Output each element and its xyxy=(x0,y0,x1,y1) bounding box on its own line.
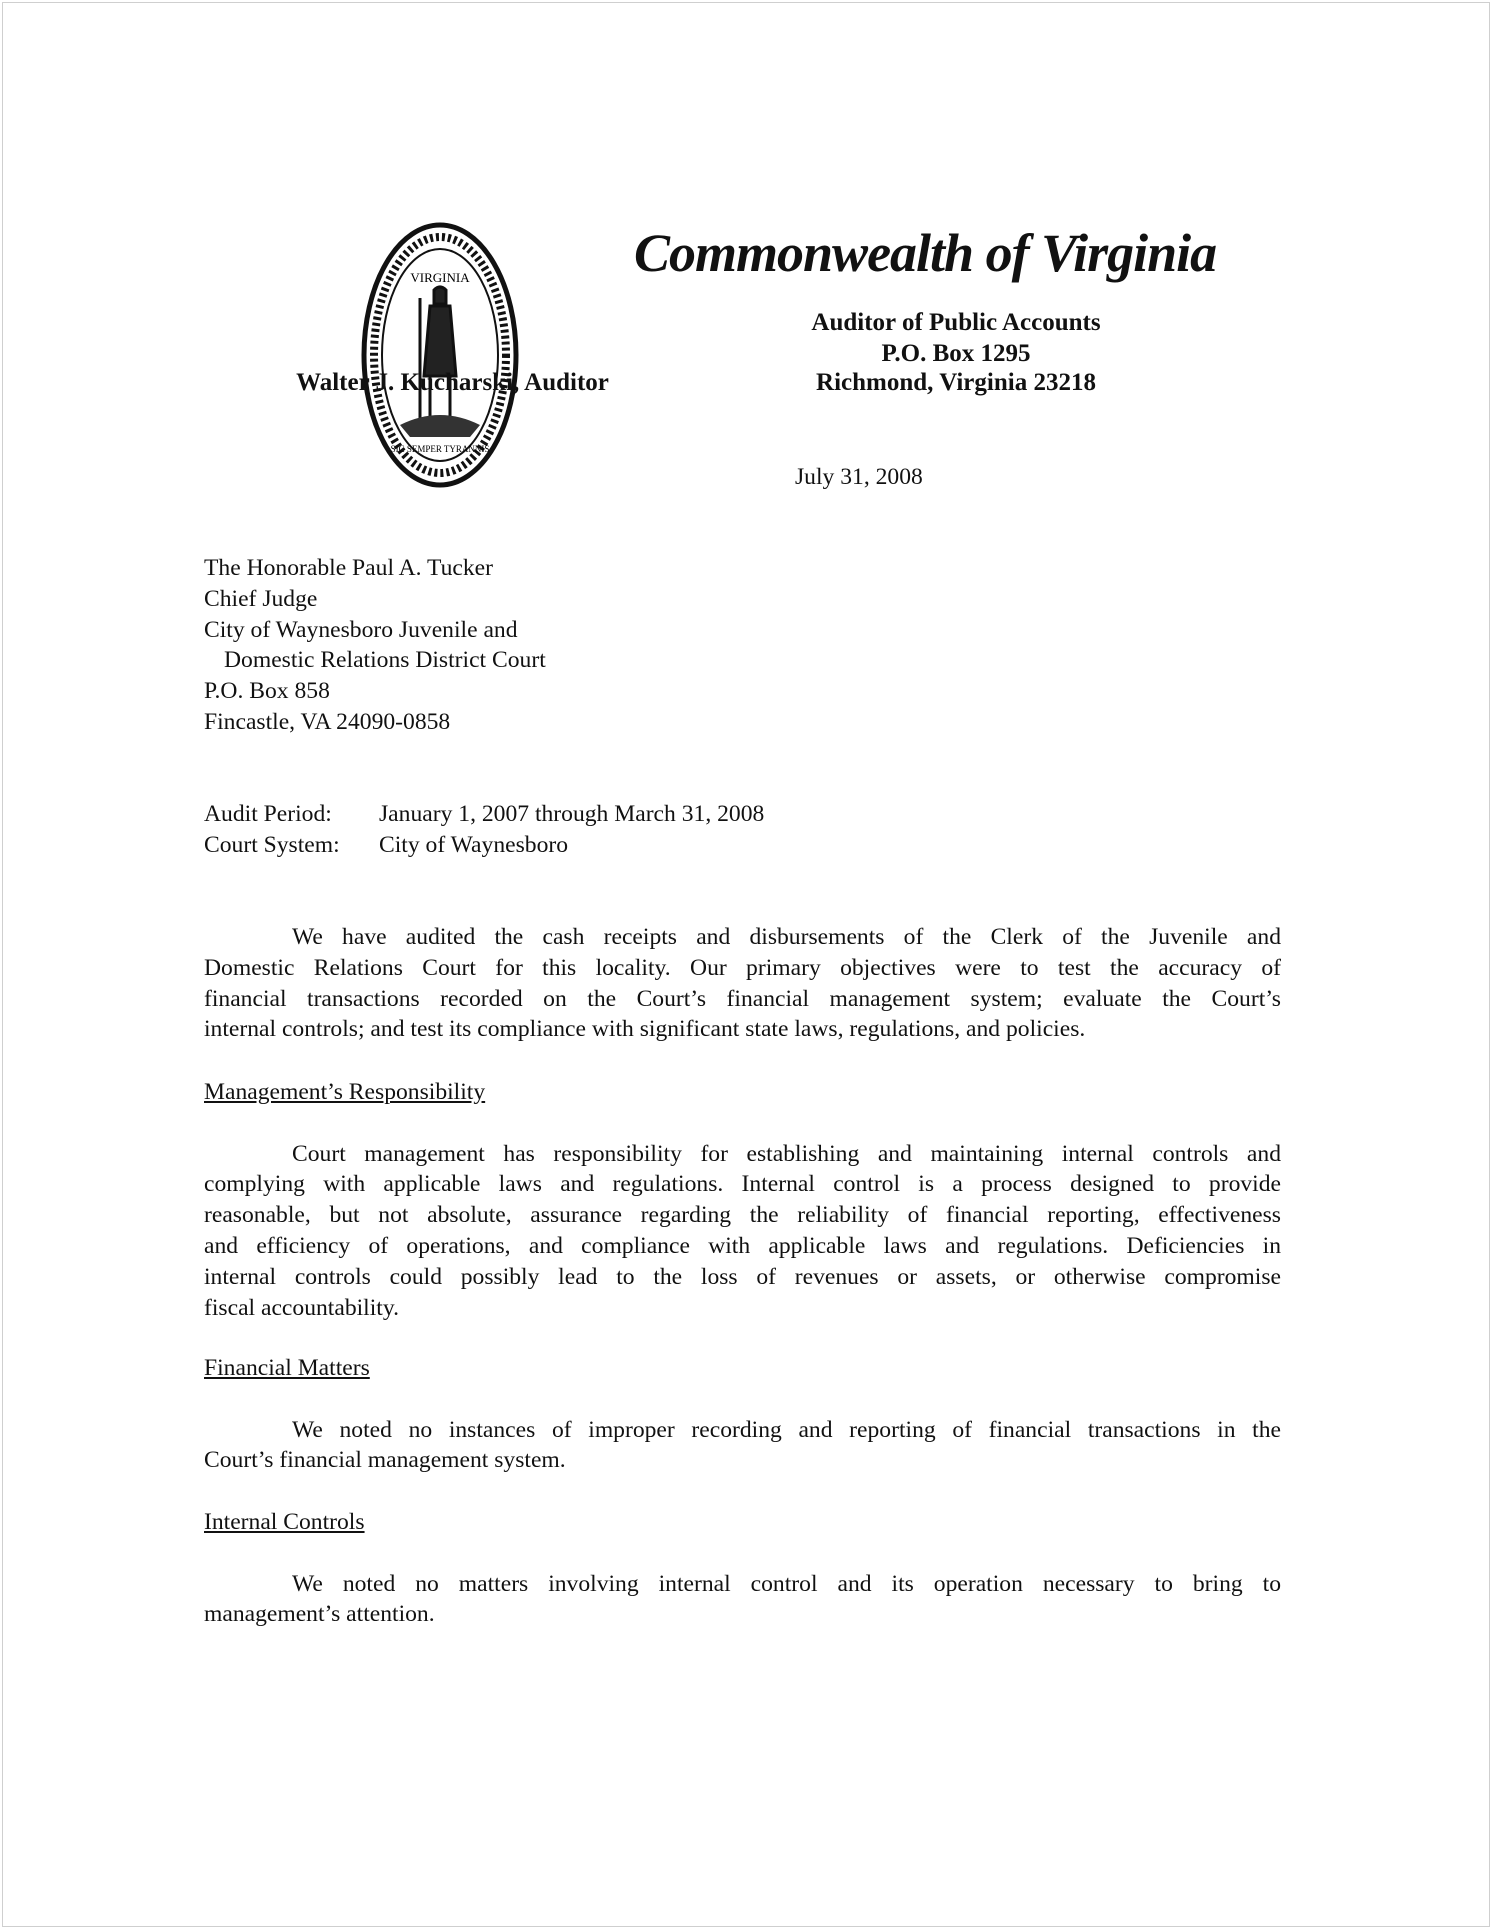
paragraph-line: complying with applicable laws and regulations. Internal control is a process designed to provide xyxy=(204,1171,1281,1198)
paragraph-line: management’s attention. xyxy=(204,1601,435,1628)
address-line: Chief Judge xyxy=(204,585,318,612)
audit-info xyxy=(204,799,1281,861)
paragraph-line: financial transactions recorded on the Court’s financial management system; evaluate the Court’s xyxy=(204,985,1281,1012)
paragraph-line: internal controls could possibly lead to the loss of revenues or assets, or otherwise compromise xyxy=(204,1263,1281,1290)
court-system-value: City of Waynesboro xyxy=(379,831,569,858)
paragraph-line: We have audited the cash receipts and disbursements of the Clerk of the Juvenile and xyxy=(292,924,1281,950)
office-city: Richmond, Virginia 23218 xyxy=(816,369,1096,396)
paragraph-line: We noted no matters involving internal control and its operation necessary to bring to xyxy=(292,1570,1281,1597)
paragraph-line: fiscal accountability. xyxy=(204,1294,400,1321)
office-name: Auditor of Public Accounts xyxy=(811,309,1101,336)
intro-paragraph xyxy=(204,922,1281,1045)
letter-date: July 31, 2008 xyxy=(795,464,923,490)
section-management-responsibility xyxy=(204,1077,1281,1323)
section-heading: Internal Controls xyxy=(204,1509,365,1535)
letterhead-title: Commonwealth of Virginia xyxy=(634,223,1217,283)
paragraph-line: internal controls; and test its compliance with significant state laws, regulations, and policies. xyxy=(204,1016,1086,1043)
recipient-address xyxy=(204,553,1281,738)
paragraph-line: and efficiency of operations, and compliance with applicable laws and regulations. Deficiencies in xyxy=(204,1232,1281,1259)
address-line: P.O. Box 858 xyxy=(204,678,330,705)
audit-period-row xyxy=(204,799,1281,830)
address-line: Fincastle, VA 24090-0858 xyxy=(204,708,451,735)
svg-text:SIC SEMPER TYRANNIS: SIC SEMPER TYRANNIS xyxy=(390,444,490,454)
address-line: City of Waynesboro Juvenile and xyxy=(204,616,518,643)
section-heading: Financial Matters xyxy=(204,1355,370,1381)
paragraph-line: We noted no instances of improper recording and reporting of financial transactions in the xyxy=(292,1416,1281,1443)
paragraph-line: reasonable, but not absolute, assurance regarding the reliability of financial reporting, effectiveness xyxy=(204,1202,1281,1229)
virginia-seal-logo xyxy=(360,220,520,490)
office-po-box: P.O. Box 1295 xyxy=(881,340,1031,367)
section-heading: Management’s Responsibility xyxy=(204,1079,486,1105)
section-financial-matters xyxy=(204,1353,1281,1476)
address-line: The Honorable Paul A. Tucker xyxy=(204,555,493,581)
auditor-name: Walter J. Kucharski, Auditor xyxy=(296,369,609,396)
address-line: Domestic Relations District Court xyxy=(224,647,546,674)
court-system-row xyxy=(204,830,1281,861)
svg-text:VIRGINIA: VIRGINIA xyxy=(410,270,470,285)
paragraph-line: Court’s financial management system. xyxy=(204,1447,566,1474)
court-system-label: Court System: xyxy=(204,831,340,858)
paragraph-line: Domestic Relations Court for this locality. Our primary objectives were to test the accuracy of xyxy=(204,954,1281,981)
audit-period-value: January 1, 2007 through March 31, 2008 xyxy=(379,801,765,827)
paragraph-line: Court management has responsibility for establishing and maintaining internal controls and xyxy=(292,1140,1281,1167)
section-internal-controls xyxy=(204,1507,1281,1630)
audit-period-label: Audit Period: xyxy=(204,801,332,827)
